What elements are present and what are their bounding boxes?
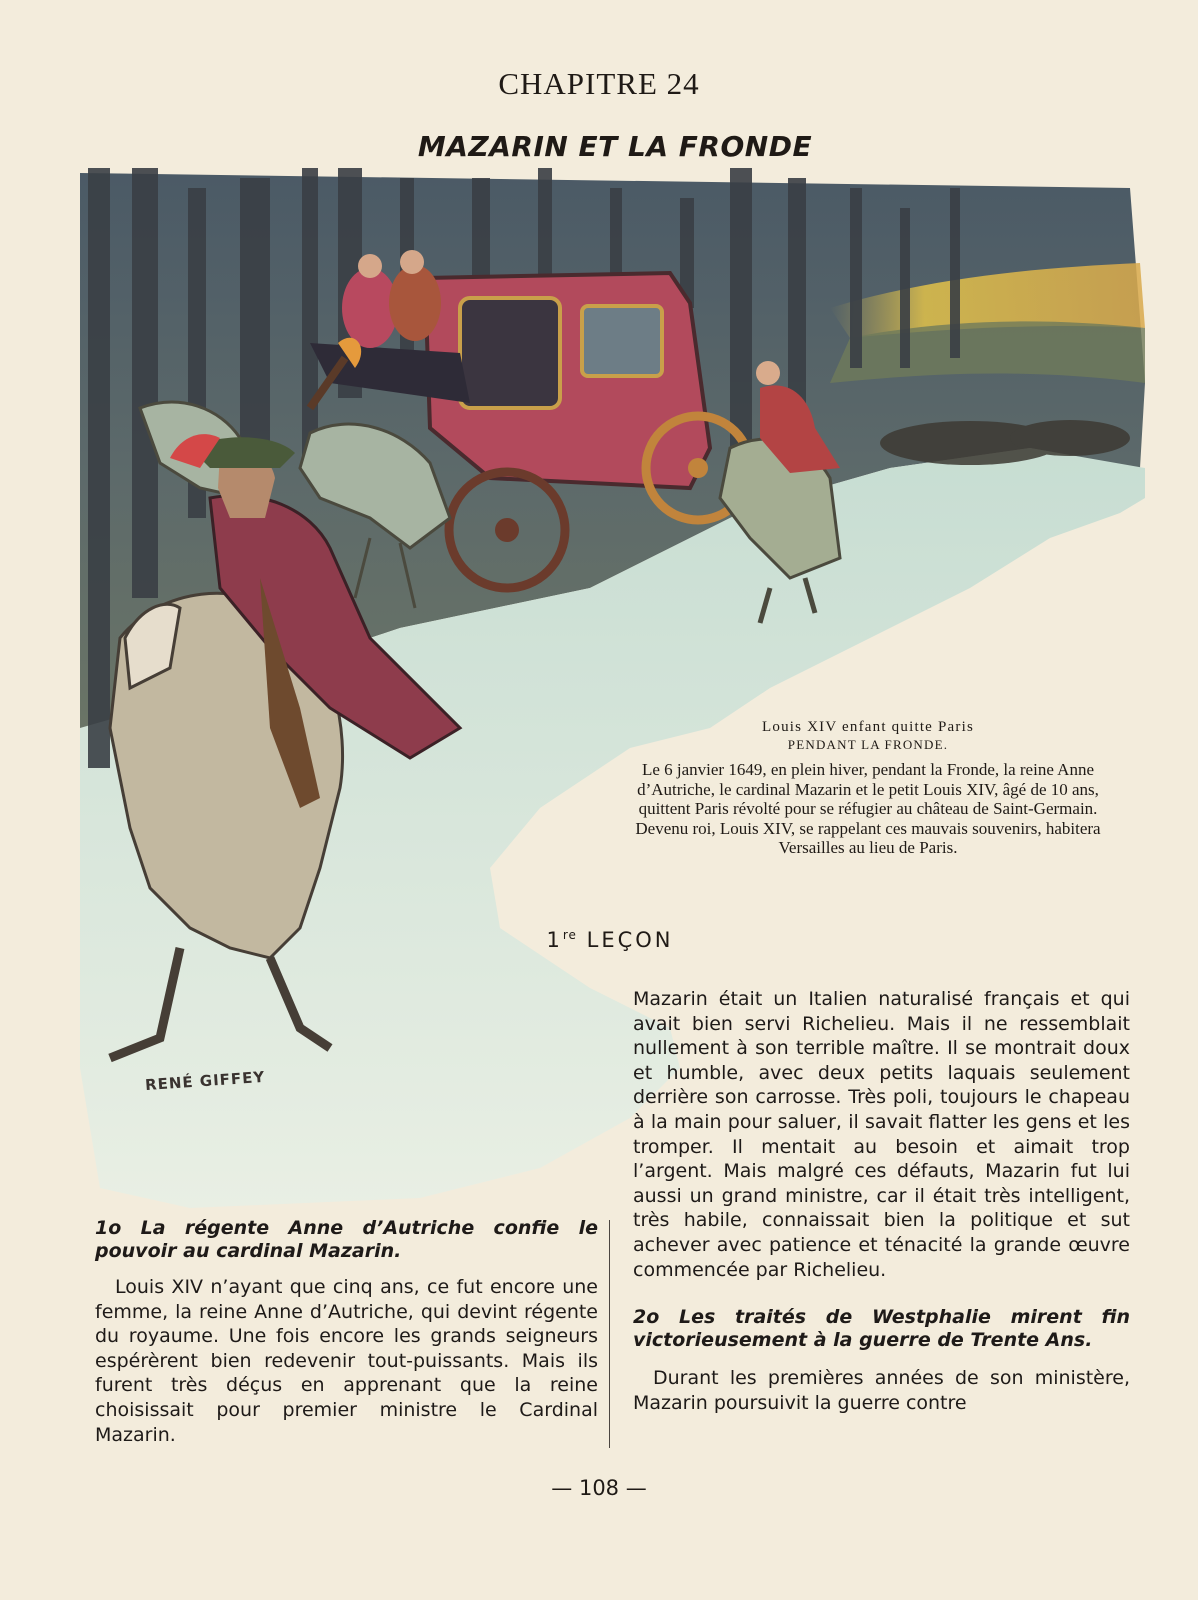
left-column bbox=[95, 1217, 598, 1447]
lesson-heading bbox=[520, 928, 700, 952]
page-number: — 108 — bbox=[551, 1476, 647, 1500]
lesson-ordinal: re bbox=[562, 928, 577, 942]
chapter-number: CHAPITRE 24 bbox=[498, 66, 700, 101]
paragraph-westphalia: Durant les premières années de son ministère, Mazarin poursuivit la guerre contre bbox=[633, 1367, 1130, 1414]
illustrator-signature: RENÉ GIFFEY bbox=[144, 1067, 266, 1095]
section-1-heading: 1o La régente Anne d’Autriche confie le pouvoir au cardinal Mazarin. bbox=[95, 1217, 598, 1262]
caption-title-line-2: PENDANT LA FRONDE. bbox=[787, 737, 949, 752]
lesson-number: 1 bbox=[546, 928, 563, 952]
illustration-caption bbox=[628, 718, 1108, 858]
caption-body: Le 6 janvier 1649, en plein hiver, pendant la Fronde, la reine Anne d’Autriche, le cardinal Mazarin et le petit Louis XIV, âgé de 10 ans, quittent Paris révolté pour se réfugier au château de Saint-Germain. Devenu roi, Louis XIV, se rappelant ces mauvais souvenirs, habitera Versailles au lieu de Paris. bbox=[635, 760, 1101, 857]
chapter-title: MAZARIN ET LA FRONDE bbox=[417, 130, 813, 163]
section-2-heading: 2o Les traités de Westphalie mirent fin victorieusement à la guerre de Trente Ans. bbox=[633, 1306, 1130, 1352]
paragraph-regency: Louis XIV n’ayant que cinq ans, ce fut encore une femme, la reine Anne d’Autriche, qui devint régente du royaume. Une fois encore les grands seigneurs espérèrent bien redevenir tout-puissants. Mais ils furent très déçus en apprenant que la reine choisissait pour premier ministre le Cardinal Mazarin. bbox=[95, 1276, 598, 1446]
column-divider bbox=[609, 1220, 610, 1448]
paragraph-mazarin-portrait: Mazarin était un Italien naturalisé français et qui avait bien servi Richelieu. Mais il ne ressemblait nullement à son terrible maître. Il se montrait doux et humble, avec deux petits laquais seulement derrière son carrosse. Très poli, toujours le chapeau à la main pour saluer, il savait flatter les gens et les tromper. Il mentait au besoin et aimait trop l’argent. Mais malgré ces défauts, Mazarin fut lui aussi un grand ministre, car il était très intelligent, très habile, connaissait bien la politique et sut achever avec patience et ténacité la grande œuvre commencée par Richelieu. bbox=[633, 988, 1130, 1281]
lesson-label: LEÇON bbox=[586, 928, 674, 952]
right-column bbox=[633, 987, 1130, 1415]
caption-title-line-1: Louis XIV enfant quitte Paris bbox=[762, 719, 974, 735]
